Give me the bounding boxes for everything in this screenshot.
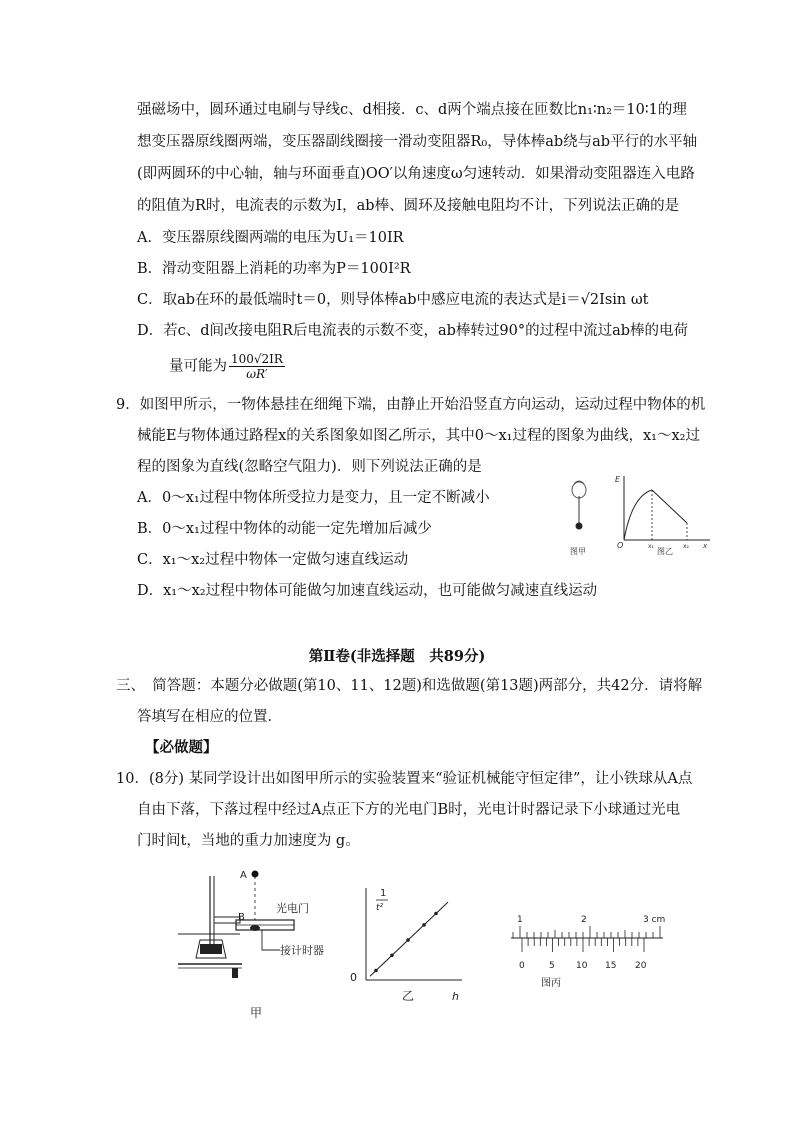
iron-ball <box>252 871 259 878</box>
vernier-scale <box>522 938 644 952</box>
section-2-title: 第Ⅱ卷(非选择题 共89分) <box>308 648 486 665</box>
main-tick-2: 2 <box>581 915 587 925</box>
q8-option-a: A．变压器原线圈两端的电压为U₁＝10IR <box>137 230 404 246</box>
q8-line-4: 的阻值为R时，电流表的示数为I，ab棒、圆环及接触电阻均不计，下列说法正确的是 <box>137 198 680 214</box>
point-b-label: B <box>238 912 245 923</box>
xlabel: h <box>452 990 459 1003</box>
q10-line-3: 门时间t，当地的重力加速度为 g。 <box>137 833 360 849</box>
x2-label: x₂ <box>683 543 689 550</box>
vernier-tick-0: 0 <box>519 961 525 971</box>
main-tick-3: 3 cm <box>643 915 666 925</box>
q8-option-d-cont <box>169 352 285 381</box>
q8-option-b: B．滑动变阻器上消耗的功率为P＝100I²R <box>137 261 411 277</box>
q9-line-2: 械能E与物体通过路程x的关系图象如图乙所示，其中0～x₁过程的图象为曲线，x₁～x₂过 <box>137 428 700 444</box>
fig-jia-caption: 甲 <box>250 1006 263 1020</box>
main-scale <box>513 926 660 938</box>
data-point <box>422 923 426 927</box>
hanging-object <box>576 523 583 530</box>
vernier-tick-10: 10 <box>576 961 588 971</box>
q9-line-1: 9．如图甲所示，一物体悬挂在细绳下端，由静止开始沿竖直方向运动，运动过程中物体的机 <box>116 397 706 413</box>
origin-label: O <box>617 541 624 550</box>
photogate-label: 光电门 <box>276 902 309 915</box>
fig-bing-caption: 图丙 <box>541 978 561 989</box>
main-tick-1: 1 <box>517 915 523 925</box>
section-2-intro-1: 三、 简答题：本题分必做题(第10、11、12题)和选做题(第13题)两部分，共42分．请将解 <box>116 678 703 694</box>
q10-fig-jia <box>170 862 340 1022</box>
line-x1-x2 <box>652 490 687 523</box>
q10-line-1: 10．(8分) 某同学设计出如图甲所示的实验装置来“验证机械能守恒定律”，让小铁球从A点 <box>116 771 693 787</box>
x-axis-label: x <box>703 542 708 550</box>
ylabel-numerator: 1 <box>380 888 387 899</box>
data-point <box>434 912 438 916</box>
table-leg <box>232 968 238 978</box>
fig-yi-label: 图乙 <box>657 547 673 556</box>
q8-line-1: 强磁场中，圆环通过电刷与导线c、d相接．c、d两个端点接在匝数比n₁∶n₂＝10∶1的理 <box>137 102 687 118</box>
q8-fraction-numerator: 100√2IR <box>231 352 283 366</box>
q8-option-d: D．若c、d间改接电阻R后电流表的示数不变，ab棒转过90°的过程中流过ab棒的电荷 <box>137 323 688 339</box>
q8-fraction-denominator: ωR′ <box>246 367 268 381</box>
q8-charge-fraction <box>229 352 285 381</box>
q9-option-b: B．0～x₁过程中物体的动能一定先增加后减少 <box>137 521 432 537</box>
photogate-sensor <box>250 925 260 931</box>
x1-label: x₁ <box>648 543 654 550</box>
vernier-tick-15: 15 <box>605 961 617 971</box>
q9-line-3: 程的图象为直线(忽略空气阻力)．则下列说法正确的是 <box>137 459 482 475</box>
timer-wire <box>262 930 280 950</box>
hand-icon <box>572 482 586 498</box>
required-heading: 【必做题】 <box>145 739 218 756</box>
ylabel-denominator: t² <box>376 903 384 913</box>
vernier-tick-20: 20 <box>635 961 647 971</box>
q9-fig-yi <box>615 475 710 556</box>
q9-option-a: A．0～x₁过程中物体所受拉力是变力，且一定不断减小 <box>137 490 490 506</box>
q9-figures <box>560 470 720 560</box>
fig-jia-label: 图甲 <box>570 547 586 556</box>
data-point <box>390 954 394 958</box>
q10-fig-yi <box>340 880 470 1005</box>
curve-0-x1 <box>624 490 652 540</box>
point-a-label: A <box>240 870 247 881</box>
q8-option-d-prefix: 量可能为 <box>169 358 227 375</box>
q9-option-d: D．x₁～x₂过程中物体可能做匀加速直线运动，也可能做匀减速直线运动 <box>137 583 598 599</box>
origin-label: 0 <box>350 971 357 984</box>
timer-label: 接计时器 <box>280 944 324 957</box>
data-point <box>406 938 410 942</box>
q10-fig-bing <box>505 910 675 990</box>
section-2-intro-2: 答填写在相应的位置． <box>137 709 282 725</box>
fig-yi-caption: 乙 <box>402 989 415 1003</box>
q8-option-c: C．取ab在环的最低端时t＝0，则导体棒ab中感应电流的表达式是i＝√2Isin ωt <box>137 292 649 308</box>
q8-line-2: 想变压器原线圈两端，变压器副线圈接一滑动变阻器R₀，导体棒ab绕与ab平行的水平轴 <box>137 134 698 150</box>
q8-line-3: (即两圆环的中心轴，轴与环面垂直)OO′以角速度ω匀速转动．如果滑动变阻器连入电路 <box>137 166 695 182</box>
axis-e-label: E <box>615 475 621 484</box>
q9-option-c: C．x₁～x₂过程中物体一定做匀速直线运动 <box>137 552 409 568</box>
stand-block <box>200 944 222 954</box>
data-point <box>374 969 378 973</box>
q9-fig-jia <box>570 481 586 556</box>
vernier-tick-5: 5 <box>549 961 555 971</box>
q10-line-2: 自由下落，下落过程中经过A点正下方的光电门B时，光电计时器记录下小球通过光电 <box>137 802 681 818</box>
